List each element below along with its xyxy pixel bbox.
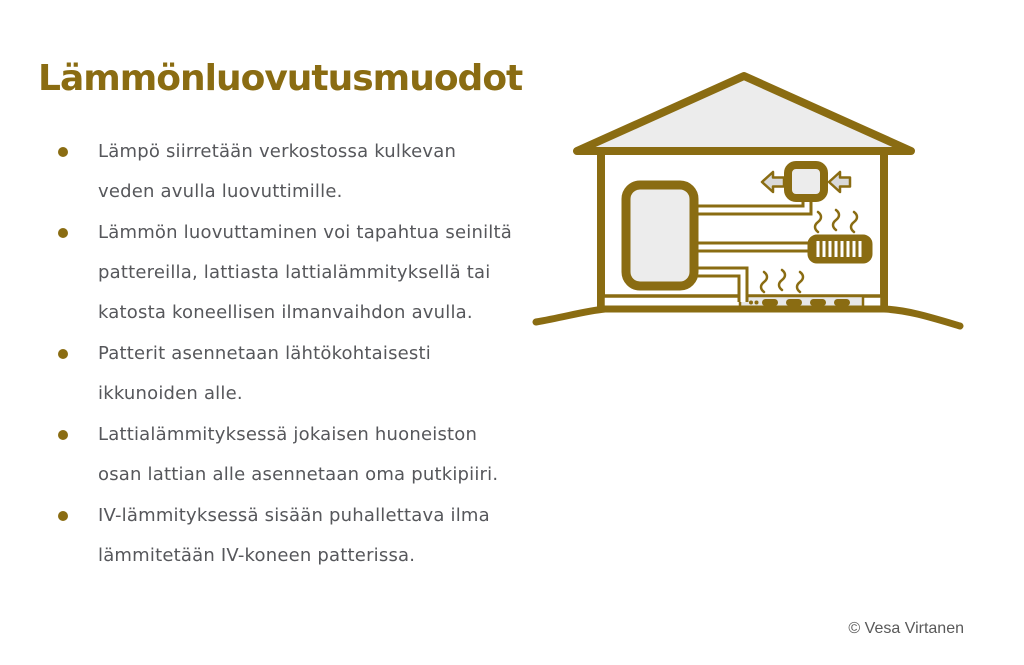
airflow-arrow-left-icon [762, 172, 784, 192]
bullet-icon [58, 430, 68, 440]
copyright: © Vesa Virtanen [848, 620, 964, 637]
bullet-line: IV-lämmityksessä sisään puhallettava ilma [98, 505, 490, 526]
radiator-icon [810, 237, 870, 261]
bullet-icon [58, 511, 68, 521]
underfloor-pipe [762, 299, 778, 306]
bullet-line: Lämpö siirretään verkostossa kulkevan [98, 141, 457, 162]
boiler-icon [626, 185, 694, 286]
heat-wave-icon [815, 212, 821, 232]
bullet-text [98, 496, 490, 576]
underfloor-pipe [810, 299, 826, 306]
house-heating-diagram [520, 55, 980, 345]
list-item [58, 496, 512, 576]
underfloor-pipe [834, 299, 850, 306]
bullet-line: Lattialämmityksessä jokaisen huoneiston [98, 424, 478, 445]
list-item [58, 132, 512, 212]
page-title: Lämmönluovutusmuodot [38, 58, 523, 99]
heating-pipes [685, 197, 822, 302]
bullet-line: pattereilla, lattiasta lattialämmityksellä tai [98, 262, 491, 283]
bullet-line: Patterit asennetaan lähtökohtaisesti [98, 343, 431, 364]
list-item [58, 415, 512, 495]
bullet-list [58, 132, 512, 577]
bullet-line: katosta koneellisen ilmanvaihdon avulla. [98, 302, 473, 323]
heat-wave-icon [851, 212, 857, 232]
heat-wave-icon [833, 210, 839, 230]
bullet-text [98, 213, 512, 333]
heat-wave-icon [761, 272, 767, 292]
heat-waves-radiator [815, 210, 857, 232]
heat-wave-icon [797, 272, 803, 292]
bullet-text [98, 415, 498, 495]
bullet-icon [58, 349, 68, 359]
bullet-text [98, 334, 431, 414]
underfloor-pipe [786, 299, 802, 306]
heat-waves-floor [761, 270, 803, 292]
bullet-text [98, 132, 456, 212]
heat-wave-icon [779, 270, 785, 290]
bullet-icon [58, 228, 68, 238]
ground-line [536, 309, 960, 326]
ventilation-unit-icon [788, 165, 824, 198]
bullet-icon [58, 147, 68, 157]
bullet-line: lämmitetään IV-koneen patterissa. [98, 545, 416, 566]
list-item [58, 213, 512, 333]
underfloor-pipe-dot [755, 301, 759, 305]
bullet-line: Lämmön luovuttaminen voi tapahtua seiniltä [98, 222, 512, 243]
bullet-line: ikkunoiden alle. [98, 383, 243, 404]
airflow-arrow-right-icon [829, 172, 850, 192]
bullet-line: osan lattian alle asennetaan oma putkipiiri. [98, 464, 499, 485]
list-item [58, 334, 512, 414]
house-roof-icon [577, 76, 911, 151]
underfloor-pipe-dot [749, 301, 753, 305]
bullet-line: veden avulla luovuttimille. [98, 181, 343, 202]
